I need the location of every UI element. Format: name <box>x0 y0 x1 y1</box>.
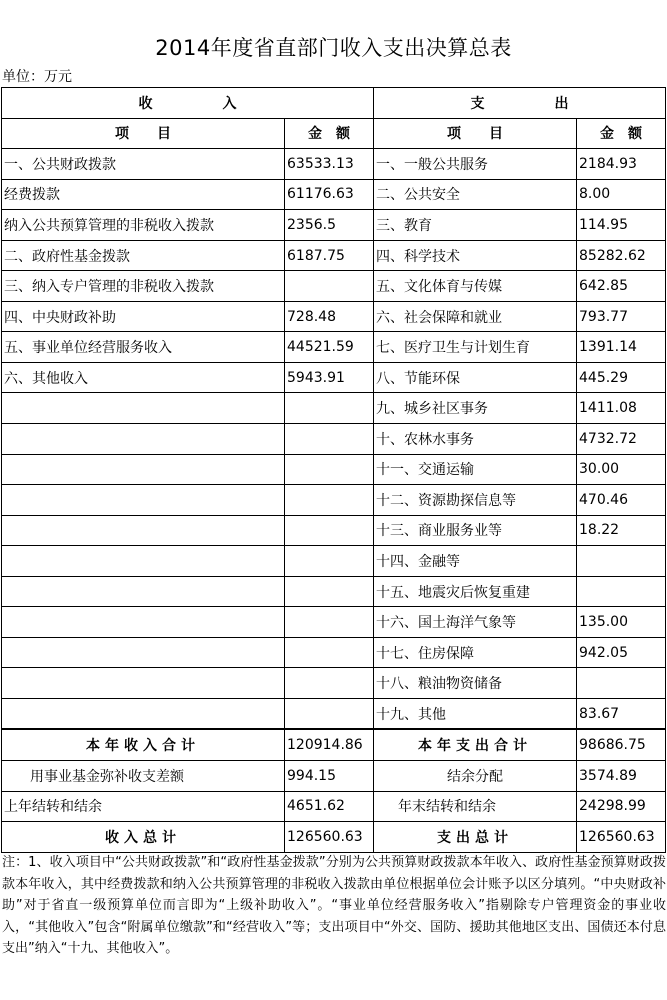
expense-item-cell: 十三、商业服务业等 <box>374 515 577 546</box>
report-table <box>1 87 666 853</box>
income-item-cell <box>2 607 285 638</box>
table-row <box>2 698 666 729</box>
income-item-cell: 三、纳入专户管理的非税收入拨款 <box>2 271 285 302</box>
expense-item-cell: 十五、地震灾后恢复重建 <box>374 576 577 607</box>
expense-item-cell: 十六、国土海洋气象等 <box>374 607 577 638</box>
expense-item-cell: 五、文化体育与传媒 <box>374 271 577 302</box>
expense-amount-cell: 4732.72 <box>577 424 666 455</box>
table-row <box>2 485 666 516</box>
fund-row <box>2 761 666 792</box>
table-row <box>2 179 666 210</box>
income-amount-cell <box>285 546 374 577</box>
expense-item-cell: 九、城乡社区事务 <box>374 393 577 424</box>
income-amount-cell <box>285 637 374 668</box>
table-row <box>2 393 666 424</box>
income-section-header: 收 入 <box>2 88 374 119</box>
grand-total-row <box>2 822 666 853</box>
income-amount-cell <box>285 576 374 607</box>
expense-amount-cell: 85282.62 <box>577 240 666 271</box>
income-amount-cell <box>285 698 374 729</box>
table-row <box>2 210 666 241</box>
expense-amount-cell: 30.00 <box>577 454 666 485</box>
expense-section-header: 支 出 <box>374 88 666 119</box>
income-item-cell <box>2 546 285 577</box>
fund-value: 994.15 <box>285 761 374 792</box>
expense-item-cell: 三、教育 <box>374 210 577 241</box>
income-amount-cell: 5943.91 <box>285 362 374 393</box>
income-item-cell: 一、公共财政拨款 <box>2 149 285 180</box>
expense-amount-cell: 642.85 <box>577 271 666 302</box>
expense-amount-cell <box>577 546 666 577</box>
footnote: 注：1、收入项目中“公共财政拨款”和“政府性基金拨款”分别为公共预算财政拨款本年收入、政府性基金预算财政拨款本年收入，其中经费拨款和纳入公共预算管理的非税收入拨款由单位根据单位会计账予以区分填列。“中央财政补助”对于省直一级预算单位而言即为“上级补助收入”。“事业单位经营服务收入”指剔除专户管理资金的事业收入，“其他收入”包含“附属单位缴款”和“经营收入”等；支出项目中“外交、国防、援助其他地区支出、国债还本付息支出”纳入“十九、其他收入”。 <box>2 855 666 956</box>
income-item-cell <box>2 637 285 668</box>
grand-expense-value: 126560.63 <box>577 822 666 853</box>
expense-item-cell: 六、社会保障和就业 <box>374 301 577 332</box>
grand-income-label: 收入总计 <box>2 822 285 853</box>
income-item-cell: 四、中央财政补助 <box>2 301 285 332</box>
expense-amount-cell: 114.95 <box>577 210 666 241</box>
expense-item-header: 项 目 <box>374 118 577 149</box>
table-row <box>2 454 666 485</box>
expense-amount-header: 金 额 <box>577 118 666 149</box>
income-amount-cell <box>285 515 374 546</box>
table-row <box>2 301 666 332</box>
table-row <box>2 668 666 699</box>
expense-item-cell: 十八、粮油物资储备 <box>374 668 577 699</box>
income-item-cell: 二、政府性基金拨款 <box>2 240 285 271</box>
expense-amount-cell: 18.22 <box>577 515 666 546</box>
expense-amount-cell: 8.00 <box>577 179 666 210</box>
income-item-cell <box>2 424 285 455</box>
income-amount-cell <box>285 607 374 638</box>
income-total-value: 120914.86 <box>285 729 374 760</box>
expense-item-cell: 十一、交通运输 <box>374 454 577 485</box>
year-total-row <box>2 729 666 760</box>
column-header-row <box>2 118 666 149</box>
income-item-cell: 五、事业单位经营服务收入 <box>2 332 285 363</box>
carry-label: 上年结转和结余 <box>2 791 285 822</box>
year-end-label: 年末结转和结余 <box>374 791 577 822</box>
table-row <box>2 332 666 363</box>
expense-total-label: 本年支出合计 <box>374 729 577 760</box>
unit-label: 单位：万元 <box>2 69 72 85</box>
income-amount-cell <box>285 424 374 455</box>
carry-value: 4651.62 <box>285 791 374 822</box>
expense-item-cell: 十四、金融等 <box>374 546 577 577</box>
report-table-body <box>2 88 666 730</box>
income-amount-cell <box>285 485 374 516</box>
income-amount-cell: 61176.63 <box>285 179 374 210</box>
expense-amount-cell: 942.05 <box>577 637 666 668</box>
expense-item-cell: 十、农林水事务 <box>374 424 577 455</box>
expense-item-cell: 十七、住房保障 <box>374 637 577 668</box>
expense-item-cell: 十九、其他 <box>374 698 577 729</box>
income-amount-cell: 63533.13 <box>285 149 374 180</box>
income-item-cell <box>2 393 285 424</box>
income-item-cell: 经费拨款 <box>2 179 285 210</box>
income-item-header: 项 目 <box>2 118 285 149</box>
expense-item-cell: 八、节能环保 <box>374 362 577 393</box>
fund-label: 用事业基金弥补收支差额 <box>2 761 285 792</box>
expense-amount-cell: 83.67 <box>577 698 666 729</box>
income-item-cell <box>2 576 285 607</box>
income-item-cell <box>2 515 285 546</box>
table-row <box>2 607 666 638</box>
table-row <box>2 637 666 668</box>
report-summary <box>2 729 666 852</box>
income-item-cell: 六、其他收入 <box>2 362 285 393</box>
income-item-cell: 纳入公共预算管理的非税收入拨款 <box>2 210 285 241</box>
expense-item-cell: 七、医疗卫生与计划生育 <box>374 332 577 363</box>
income-amount-cell <box>285 271 374 302</box>
table-row <box>2 515 666 546</box>
expense-amount-cell: 2184.93 <box>577 149 666 180</box>
income-amount-cell: 44521.59 <box>285 332 374 363</box>
income-total-label: 本年收入合计 <box>2 729 285 760</box>
grand-income-value: 126560.63 <box>285 822 374 853</box>
table-row <box>2 576 666 607</box>
income-amount-cell: 728.48 <box>285 301 374 332</box>
expense-total-value: 98686.75 <box>577 729 666 760</box>
expense-amount-cell: 793.77 <box>577 301 666 332</box>
expense-amount-cell: 1411.08 <box>577 393 666 424</box>
income-item-cell <box>2 485 285 516</box>
carry-row <box>2 791 666 822</box>
surplus-label: 结余分配 <box>374 761 577 792</box>
page-title: 2014年度省直部门收入支出决算总表 <box>155 36 512 60</box>
expense-item-cell: 十二、资源勘探信息等 <box>374 485 577 516</box>
section-header-row <box>2 88 666 119</box>
expense-amount-cell: 1391.14 <box>577 332 666 363</box>
expense-item-cell: 四、科学技术 <box>374 240 577 271</box>
surplus-value: 3574.89 <box>577 761 666 792</box>
expense-amount-cell: 445.29 <box>577 362 666 393</box>
income-amount-header: 金 额 <box>285 118 374 149</box>
expense-amount-cell <box>577 576 666 607</box>
year-end-value: 24298.99 <box>577 791 666 822</box>
income-amount-cell <box>285 393 374 424</box>
income-amount-cell <box>285 668 374 699</box>
table-row <box>2 271 666 302</box>
table-row <box>2 424 666 455</box>
table-row <box>2 149 666 180</box>
table-row <box>2 546 666 577</box>
income-amount-cell: 2356.5 <box>285 210 374 241</box>
expense-item-cell: 一、一般公共服务 <box>374 149 577 180</box>
income-amount-cell <box>285 454 374 485</box>
expense-item-cell: 二、公共安全 <box>374 179 577 210</box>
income-amount-cell: 6187.75 <box>285 240 374 271</box>
income-item-cell <box>2 698 285 729</box>
table-row <box>2 362 666 393</box>
income-item-cell <box>2 668 285 699</box>
expense-amount-cell: 470.46 <box>577 485 666 516</box>
grand-expense-label: 支出总计 <box>374 822 577 853</box>
expense-amount-cell <box>577 668 666 699</box>
income-item-cell <box>2 454 285 485</box>
expense-amount-cell: 135.00 <box>577 607 666 638</box>
table-row <box>2 240 666 271</box>
